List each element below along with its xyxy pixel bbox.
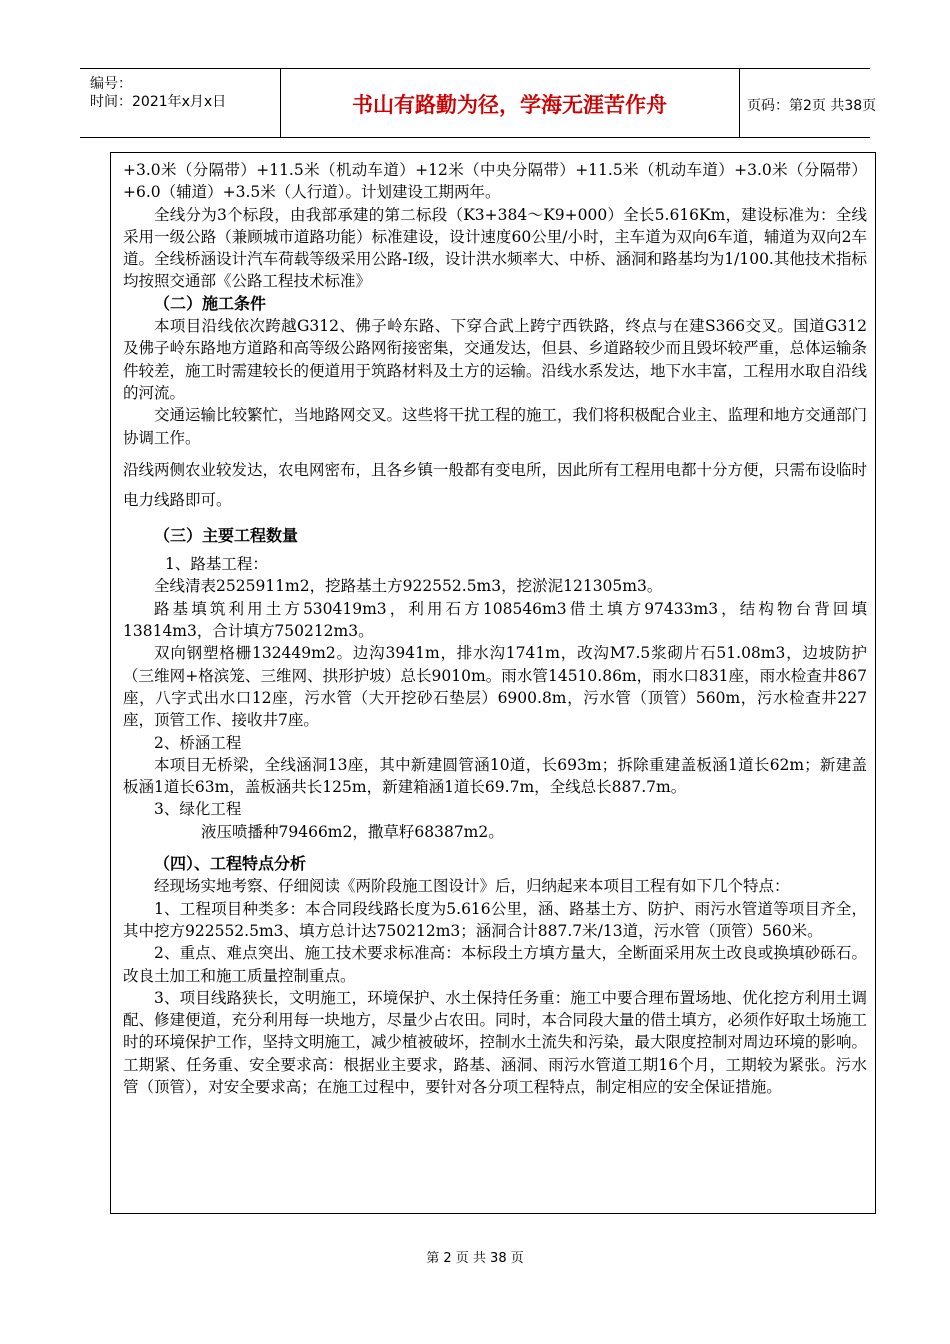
body-paragraph: 交通运输比较繁忙，当地路网交叉。这些将干扰工程的施工，我们将积极配合业主、监理和地方交通部门协调工作。 [123,406,868,447]
header-motto-cell [280,69,740,137]
body-paragraph: 本项目无桥梁，全线涵洞13座，其中新建圆管涵10道，长693m；拆除重建盖板涵1道长62m；新建盖板涵1道长63m，盖板涵共长125m，新建箱涵1道长69.7m，全线总长887.7m。 [123,755,867,797]
header-info-cell [80,69,281,137]
content-frame [110,152,876,1214]
page-footer: 第 2 页 共 38 页 [426,1251,524,1266]
body-paragraph: 全线分为3个标段，由我部承建的第二标段（K3+384～K9+000）全长5.616Km，建设标准为：全线采用一级公路（兼顾城市道路功能）标准建设，设计速度60公里/小时，主车道为双向6车道，辅道为双向2车道。全线桥涵设计汽车荷载等级采用公路-Ⅰ级，设计洪水频率大、中桥、涵洞和路基均为1/100.其他技术指标均按照交通部《公路工程技术标准》 [123,205,867,291]
header-page-info: 页码：第2页 共38页 [747,98,877,114]
body-paragraph: 3、绿化工程 [154,800,242,819]
body-paragraph: 2、重点、难点突出、施工技术要求标准高：本标段土方填方量大，全断面采用灰土改良或换填砂砾石。改良土加工和施工质量控制重点。 [123,944,867,985]
body-paragraph: 双向钢塑格栅132449m2。边沟3941m，排水沟1741m，改沟M7.5浆砌片石51.08m3，边坡防护（三维网+格滨笼、三维网、拱形护坡）总长9010m。雨水管14510.86m，雨水口831座，雨水检查井867座，八字式出水口12座，污水管（大开挖砂石垫层）6900.8m，污水管（顶管）560m，污水检查井227座，顶管工作、接收井7座。 [123,644,867,730]
body-paragraph: 经现场实地考察、仔细阅读《两阶段施工图设计》后，归纳起来本项目工程有如下几个特点： [154,877,790,896]
header-page-cell [739,69,877,137]
body-paragraph: +3.0米（分隔带）+11.5米（机动车道）+12米（中央分隔带）+11.5米（机动车道）+3.0米（分隔带）+6.0（辅道）+3.5米（人行道）。计划建设工期两年。 [123,161,867,202]
body-paragraph: 液压喷播种79466m2，撒草籽68387m2。 [201,822,504,841]
document-number-label: 编号： [90,76,132,92]
section-heading: （三）主要工程数量 [154,525,299,545]
section-heading: （二）施工条件 [154,293,267,313]
body-paragraph: 1、路基工程： [165,555,268,574]
document-date: 时间：2021年x月x日 [90,94,227,110]
section-heading: （四）、工程特点分析 [154,854,307,874]
page-header [80,68,877,138]
body-paragraph: 2、桥涵工程 [154,733,242,752]
body-paragraph: 本项目沿线依次跨越G312、佛子岭东路、下穿合武上跨宁西铁路，终点与在建S366交叉。国道G312及佛子岭东路地方道路和高等级公路网衔接密集，交通发达，但县、乡道路较少而且毁坏较严重，总体运输条件较差，施工时需建较长的便道用于筑路材料及土方的运输。沿线水系发达，地下水丰富，工程用水取自沿线的河流。 [123,317,868,402]
body-paragraph: 3、项目线路狭长，文明施工，环境保护、水土保持任务重：施工中要合理布置场地、优化挖方利用土调配、修建便道，充分利用每一块地方，尽量少占农田。同时，本合同段大量的借土填方，必须作好取土场施工时的环境保护工作，坚持文明施工，减少植被破坏，控制水土流失和污染，最大限度控制对周边环境的影响。工期紧、任务重、安全要求高：根据业主要求，路基、涵洞、雨污水管道工期16个月，工期较为紧张。污水管（顶管），对安全要求高；在施工过程中，要针对各分项工程特点，制定相应的安全保证措施。 [123,988,868,1096]
header-motto: 书山有路勤为径，学海无涯苦作舟 [352,93,667,117]
body-paragraph: 1、工程项目种类多：本合同段线路长度为5.616公里，涵、路基土方、防护、雨污水管道等项目齐全，其中挖方922552.5m3、填方总计达750212m3；涵洞合计887.7米/13道，污水管（顶管）560米。 [123,899,867,940]
body-paragraph: 沿线两侧农业较发达，农电网密布，且各乡镇一般都有变电所，因此所有工程用电都十分方便，只需布设临时电力线路即可。 [123,460,868,509]
body-paragraph: 路基填筑利用土方530419m3，利用石方108546m3借土填方97433m3，结构物台背回填13814m3，合计填方750212m3。 [123,599,867,641]
document-body [123,159,867,1098]
body-paragraph: 全线清表2525911m2，挖路基土方922552.5m3，挖淤泥121305m3。 [154,577,663,596]
